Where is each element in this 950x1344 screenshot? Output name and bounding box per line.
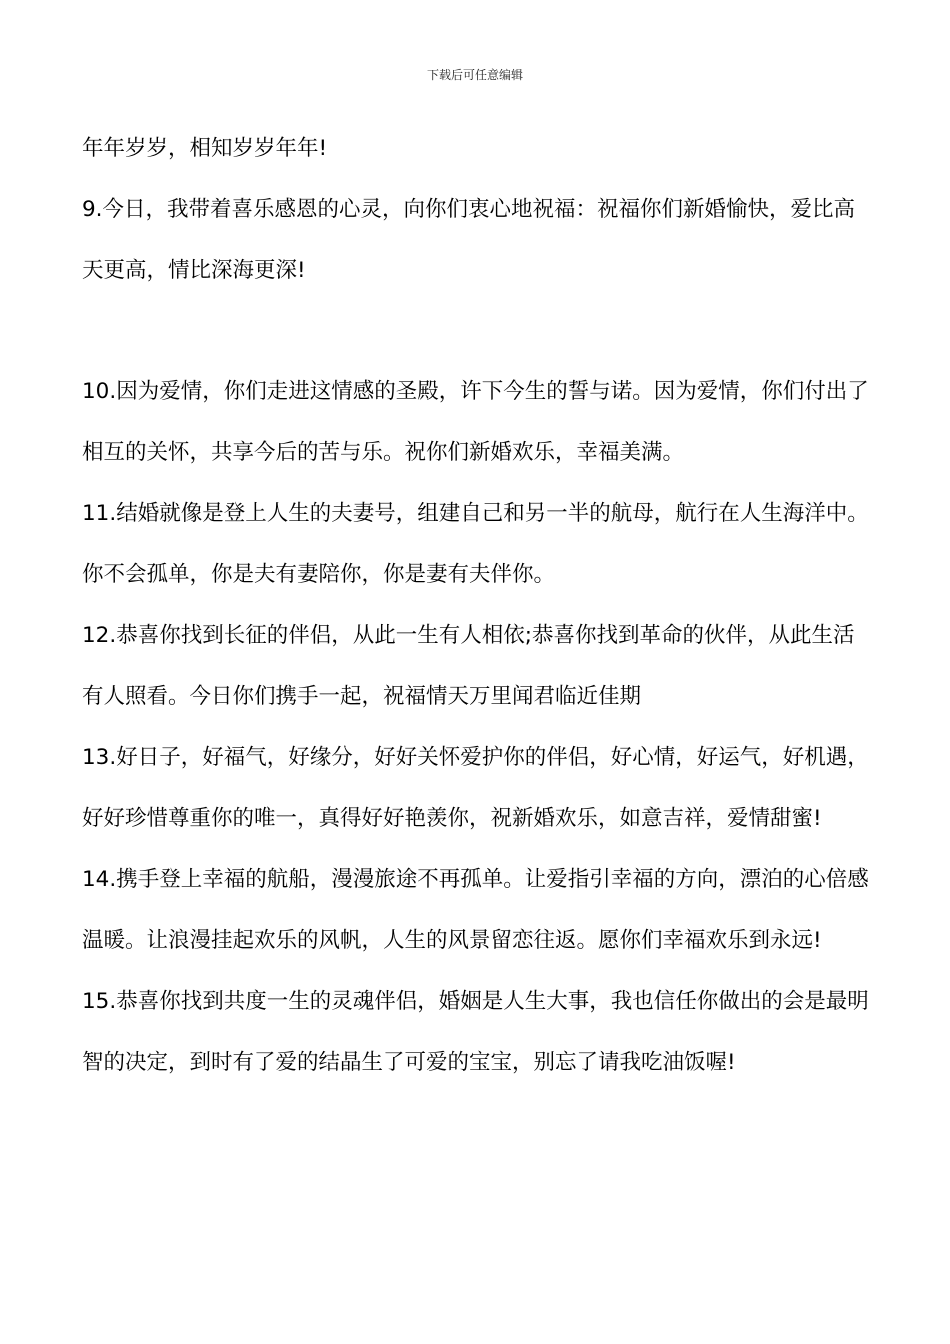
paragraph-item-13: 13.好日子，好福气，好缘分，好好关怀爱护你的伴侣，好心情，好运气，好机遇，好好珍惜尊重你的唯一，真得好好艳羡你，祝新婚欢乐，如意吉祥，爱情甜蜜!: [82, 745, 869, 831]
paragraph-item-12: 12.恭喜你找到长征的伴侣，从此一生有人相依;恭喜你找到革命的伙伴，从此生活有人照看。今日你们携手一起，祝福情天万里闻君临近佳期: [82, 623, 855, 709]
document-body: [82, 118, 872, 1093]
paragraph-item-14: 14.携手登上幸福的航船，漫漫旅途不再孤单。让爱指引幸福的方向，漂泊的心倍感温暖。让浪漫挂起欢乐的风帆，人生的风景留恋往返。愿你们幸福欢乐到永远!: [82, 867, 869, 953]
page-header: 下载后可任意编辑: [426, 68, 523, 82]
paragraph-continuation: 年年岁岁，相知岁岁年年!: [82, 136, 328, 161]
paragraph-item-9: 9.今日，我带着喜乐感恩的心灵，向你们衷心地祝福：祝福你们新婚愉快，爱比高天更高，情比深海更深!: [82, 197, 856, 283]
paragraph-item-11: 11.结婚就像是登上人生的夫妻号，组建自己和另一半的航母，航行在人生海洋中。你不会孤单，你是夫有妻陪你，你是妻有夫伴你。: [82, 501, 869, 587]
paragraph-item-15: 15.恭喜你找到共度一生的灵魂伴侣，婚姻是人生大事，我也信任你做出的会是最明智的决定，到时有了爱的结晶生了可爱的宝宝，别忘了请我吃油饭喔!: [82, 989, 869, 1075]
paragraph-item-10: 10.因为爱情，你们走进这情感的圣殿，许下今生的誓与诺。因为爱情，你们付出了相互的关怀，共享今后的苦与乐。祝你们新婚欢乐，幸福美满。: [82, 379, 869, 465]
